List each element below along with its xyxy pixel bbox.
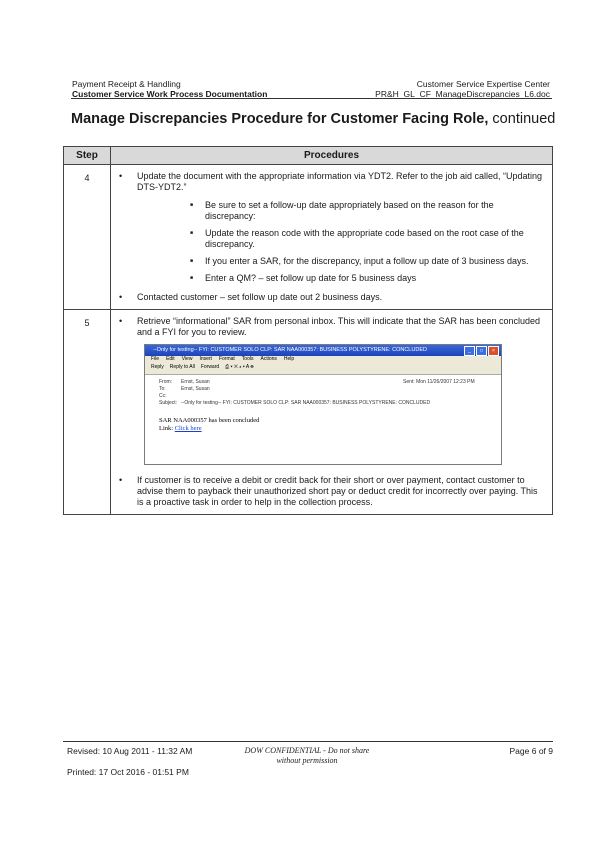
header-left bbox=[72, 79, 267, 99]
email-header-fields bbox=[145, 375, 501, 407]
footer-revised: Revised: 10 Aug 2011 - 11:32 AM bbox=[67, 746, 193, 756]
header-center-name: Customer Service Expertise Center bbox=[416, 79, 550, 89]
header-right bbox=[375, 79, 550, 99]
column-header-step: Step bbox=[64, 147, 111, 165]
table-row bbox=[64, 310, 553, 515]
email-body bbox=[145, 417, 501, 433]
page-title-main: Manage Discrepancies Procedure for Customer Facing Role, bbox=[71, 111, 489, 127]
toolbar-icons: ⎙ ▾ ✕ ▴ ▾ A ⊕ bbox=[225, 364, 254, 370]
email-screenshot bbox=[144, 344, 502, 465]
column-header-procedures: Procedures bbox=[111, 147, 553, 165]
footer-confidential: DOW CONFIDENTIAL - Do not share without permission bbox=[244, 746, 370, 765]
reply-button: Reply bbox=[151, 364, 164, 370]
menu-item: File bbox=[151, 356, 160, 362]
procedure-bullet: • Contacted customer – set follow up date out 2 business days. bbox=[117, 292, 546, 303]
from-label: From: bbox=[159, 379, 173, 385]
menu-item: Edit bbox=[166, 356, 175, 362]
sent-value: Mon 11/26/2007 12:23 PM bbox=[416, 379, 475, 385]
header-doc-type: Customer Service Work Process Documentation bbox=[72, 89, 268, 99]
reply-all-button: Reply to All bbox=[169, 364, 195, 370]
email-window-title: --Only for testing-- FYI: CUSTOMER SOLO CLP: SAR NAA000357: BUSINESS POLYSTYRENE: CONCLUDED bbox=[153, 347, 427, 353]
footer-divider bbox=[63, 741, 553, 742]
procedure-table bbox=[63, 146, 553, 515]
menu-item: Tools bbox=[241, 356, 254, 362]
procedure-cell bbox=[111, 310, 553, 515]
table-row bbox=[64, 165, 553, 310]
footer-page-number: Page 6 of 9 bbox=[509, 746, 553, 756]
procedure-cell bbox=[111, 165, 553, 310]
click-here-link[interactable]: Click here bbox=[174, 425, 202, 432]
email-toolbar bbox=[145, 364, 501, 375]
table-header-row bbox=[64, 147, 553, 165]
email-link-line bbox=[159, 425, 501, 433]
email-body-line: SAR NAA000357 has been concluded bbox=[159, 417, 260, 424]
sent-info bbox=[403, 379, 475, 385]
procedure-bullet: • Update the document with the appropriate information via YDT2. Refer to the job aid called, “Updating DTS-YDT2.” bbox=[117, 171, 546, 193]
footer-printed: Printed: 17 Oct 2016 - 01:51 PM bbox=[67, 767, 189, 777]
page-title bbox=[71, 111, 555, 127]
email-to-row bbox=[159, 386, 501, 393]
menu-item: Actions bbox=[260, 356, 277, 362]
to-label: To: bbox=[159, 386, 166, 392]
link-label: Link: bbox=[159, 425, 174, 432]
sent-label: Sent: bbox=[403, 379, 415, 385]
subject-label: Subject: bbox=[159, 400, 178, 406]
email-from-row bbox=[159, 379, 501, 386]
header-section-name: Payment Receipt & Handling bbox=[72, 79, 181, 89]
procedure-bullet: • Retrieve “informational” SAR from personal inbox. This will indicate that the SAR has been concluded and a FYI for you to review. bbox=[117, 316, 546, 338]
header-divider bbox=[71, 98, 552, 99]
menu-item: Format bbox=[218, 356, 235, 362]
window-controls bbox=[463, 346, 499, 357]
menu-item: View bbox=[181, 356, 193, 362]
maximize-icon: □ bbox=[476, 346, 487, 356]
procedure-bullet: • If customer is to receive a debit or credit back for their short or over payment, contact customer to advise them to payback their unauthorized short pay or deduct credit for incorrectly over paying. This is a proactive task in order to help in the collection process. bbox=[117, 475, 546, 508]
forward-button: Forward bbox=[200, 364, 220, 370]
cc-label: Cc: bbox=[159, 393, 167, 399]
menu-item: Help bbox=[283, 356, 295, 362]
procedure-sub-bullet: ■ Enter a QM? – set follow up date for 5 business days bbox=[185, 273, 546, 284]
to-value: Ernst, Susan bbox=[181, 386, 210, 392]
minimize-icon: _ bbox=[464, 346, 475, 356]
step-number: 5 bbox=[64, 310, 111, 515]
subject-value: --Only for testing-- FYI: CUSTOMER SOLO CLP: SAR NAA000357: BUSINESS POLYSTYRENE: CONCLUDED bbox=[181, 400, 431, 406]
email-window-titlebar bbox=[145, 345, 501, 356]
menu-item: Insert bbox=[199, 356, 212, 362]
procedure-sub-bullet: ■ Update the reason code with the appropriate code based on the root case of the discrepancy. bbox=[185, 228, 546, 250]
procedure-sub-bullet: ■ If you enter a SAR, for the discrepancy, input a follow up date of 3 business days. bbox=[185, 256, 546, 267]
email-menu-bar bbox=[145, 356, 501, 364]
step-number: 4 bbox=[64, 165, 111, 310]
from-value: Ernst, Susan bbox=[181, 379, 210, 385]
header-filename: PR&H_GL_CF_ManageDiscrepancies_L6.doc bbox=[375, 89, 550, 99]
email-subject-row bbox=[159, 400, 501, 407]
email-cc-row bbox=[159, 393, 501, 400]
procedure-sub-bullet: ■ Be sure to set a follow-up date appropriately based on the reason for the discrepancy: bbox=[185, 200, 546, 222]
close-icon: × bbox=[488, 346, 499, 356]
page-title-suffix: continued bbox=[488, 111, 556, 127]
